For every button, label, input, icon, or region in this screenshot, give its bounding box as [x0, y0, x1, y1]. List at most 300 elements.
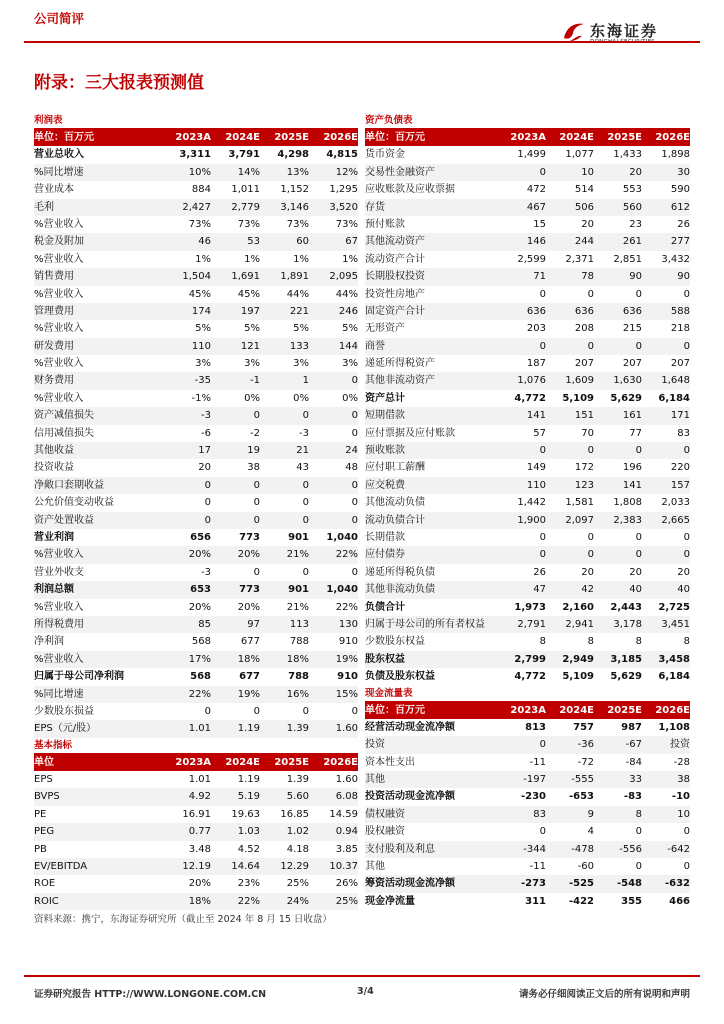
- cell-value: 0: [204, 514, 211, 526]
- row-label: 预付账款: [365, 218, 405, 230]
- cell-value: 0: [683, 288, 690, 300]
- cell-value: 2,371: [565, 253, 594, 265]
- row-label: EPS: [34, 774, 53, 786]
- cell-value: 3,458: [658, 653, 690, 665]
- cell-value: 0: [204, 705, 211, 717]
- cell-value: 220: [670, 462, 690, 474]
- cell-value: 901: [288, 531, 309, 543]
- cell-value: 636: [574, 305, 594, 317]
- cell-value: 1,040: [326, 584, 358, 596]
- cell-value: 677: [240, 636, 260, 648]
- cell-value: 6,184: [658, 671, 690, 683]
- cell-value: 0: [351, 427, 358, 439]
- cell-value: -556: [619, 843, 642, 855]
- cell-value: 0: [683, 861, 690, 873]
- cell-value: 2025E: [274, 132, 309, 143]
- cell-value: 2,665: [661, 514, 690, 526]
- cell-value: 85: [198, 618, 211, 630]
- cell-value: 0: [635, 288, 642, 300]
- cell-value: 466: [669, 895, 690, 907]
- cell-value: 2026E: [655, 132, 690, 143]
- table-row: [365, 581, 690, 598]
- cell-value: 90: [677, 271, 690, 283]
- cell-value: 1,152: [280, 184, 309, 196]
- cell-value: 0: [351, 497, 358, 509]
- table-header-row: [365, 129, 690, 146]
- cell-value: 1%: [342, 253, 358, 265]
- cell-value: 2,725: [658, 601, 690, 613]
- cell-value: 33: [629, 774, 642, 786]
- cell-value: 653: [190, 584, 211, 596]
- data-source-note: 资料来源：携宁，东海证券研究所（截止至 2024 年 8 月 15 日收盘）: [34, 914, 332, 925]
- cell-value: -197: [523, 774, 546, 786]
- cell-value: 1,295: [329, 184, 358, 196]
- table-row: [34, 823, 358, 840]
- cell-value: 3%: [293, 358, 309, 370]
- table-row: [365, 477, 690, 494]
- row-label: 资产减值损失: [34, 410, 94, 422]
- table-row: [34, 199, 358, 216]
- cell-value: 22%: [335, 549, 358, 561]
- cell-value: 130: [338, 618, 358, 630]
- table-row: [34, 425, 358, 442]
- table-row: [365, 251, 690, 268]
- cell-value: 20: [629, 566, 642, 578]
- row-label: 长期股权投资: [365, 271, 425, 283]
- table-row: [365, 893, 690, 910]
- table-row: [34, 788, 358, 805]
- cell-value: -525: [568, 878, 594, 890]
- cell-value: 40: [629, 584, 642, 596]
- cell-value: 0: [683, 826, 690, 838]
- cell-value: -632: [664, 878, 690, 890]
- cell-value: 1.60: [335, 723, 358, 735]
- table-row: [365, 806, 690, 823]
- cell-value: 277: [670, 236, 690, 248]
- cell-value: 0: [351, 375, 358, 387]
- cell-value: 22%: [335, 601, 358, 613]
- cell-value: 813: [525, 721, 546, 733]
- row-label: 资产总计: [365, 392, 405, 404]
- cell-value: 43: [296, 462, 309, 474]
- cell-value: 26: [677, 218, 690, 230]
- cell-value: 0%: [293, 392, 309, 404]
- row-label: 营业利润: [34, 531, 74, 543]
- cell-value: 10.37: [329, 861, 358, 873]
- row-label: 单位：百万元: [365, 132, 425, 143]
- cell-value: 1,011: [231, 184, 260, 196]
- cell-value: 0: [351, 514, 358, 526]
- row-label: %同比增速: [34, 688, 84, 700]
- cell-value: 0: [587, 340, 594, 352]
- cell-value: 2024E: [225, 756, 260, 768]
- cell-value: 0: [302, 497, 309, 509]
- table-row: [34, 771, 358, 788]
- table-row: [34, 858, 358, 875]
- row-label: 营业总收入: [34, 149, 84, 161]
- cell-value: 2023A: [510, 704, 546, 716]
- table-header-row: [34, 129, 358, 146]
- table-row: [34, 616, 358, 633]
- cell-value: 20%: [237, 549, 260, 561]
- cell-value: -555: [571, 774, 594, 786]
- cell-value: 4,772: [514, 392, 546, 404]
- table-row: [365, 512, 690, 529]
- row-label: 递延所得税资产: [365, 358, 435, 370]
- table-row: [34, 286, 358, 303]
- row-label: 单位：百万元: [365, 704, 425, 716]
- cell-value: 15%: [335, 688, 358, 700]
- cell-value: 2,427: [182, 201, 211, 213]
- cell-value: 19.63: [231, 808, 260, 820]
- cell-value: 2026E: [655, 704, 690, 716]
- cell-value: 0: [539, 288, 546, 300]
- cell-value: 23: [629, 218, 642, 230]
- cell-value: 19: [247, 445, 260, 457]
- cell-value: 2025E: [607, 704, 642, 716]
- cell-value: 1,648: [661, 375, 690, 387]
- cell-value: 5%: [342, 323, 358, 335]
- cell-value: 1,898: [661, 149, 690, 161]
- cell-value: 110: [191, 340, 211, 352]
- row-label: 单位：百万元: [34, 132, 94, 143]
- page-number: 3/4: [357, 986, 374, 997]
- cell-value: -653: [568, 791, 594, 803]
- cell-value: 244: [574, 236, 594, 248]
- row-label: 研发费用: [34, 340, 74, 352]
- row-label: 归属于母公司净利润: [34, 671, 124, 683]
- table-row: [365, 407, 690, 424]
- cell-value: 3,311: [179, 149, 211, 161]
- cell-value: 0.94: [335, 826, 358, 838]
- cell-value: 21%: [286, 601, 309, 613]
- cell-value: 157: [670, 479, 690, 491]
- cell-value: 2,949: [562, 653, 594, 665]
- cell-value: -344: [523, 843, 546, 855]
- table-row: [34, 390, 358, 407]
- cell-value: 1,076: [517, 375, 546, 387]
- cell-value: 1,499: [517, 149, 546, 161]
- cell-value: 2023A: [175, 132, 211, 143]
- row-label: 股东权益: [365, 653, 405, 665]
- cell-value: 1.03: [237, 826, 260, 838]
- cell-value: 4: [587, 826, 594, 838]
- cell-value: 16.85: [280, 808, 309, 820]
- cell-value: 3%: [195, 358, 211, 370]
- cell-value: -230: [520, 791, 546, 803]
- cell-value: 0: [253, 566, 260, 578]
- cell-value: 0: [683, 549, 690, 561]
- row-label: 税金及附加: [34, 236, 84, 248]
- cell-value: 44%: [286, 288, 309, 300]
- row-label: EPS（元/股）: [34, 723, 97, 735]
- cell-value: 773: [239, 584, 260, 596]
- cell-value: -3: [201, 566, 211, 578]
- row-label: 营业成本: [34, 184, 74, 196]
- header-divider: [24, 41, 700, 43]
- row-label: 单位: [34, 756, 54, 768]
- cell-value: 123: [574, 479, 594, 491]
- table-row: [365, 651, 690, 668]
- cell-value: -6: [201, 427, 211, 439]
- cell-value: 1,581: [565, 497, 594, 509]
- cell-value: 5,629: [610, 671, 642, 683]
- row-label: 交易性金融资产: [365, 166, 435, 178]
- table-row: [365, 425, 690, 442]
- cell-value: 121: [240, 340, 260, 352]
- row-label: 现金净流量: [365, 895, 415, 907]
- table-row: [34, 372, 358, 389]
- basic-indicators-title: 基本指标: [34, 738, 358, 754]
- cell-value: 15: [533, 218, 546, 230]
- cell-value: 884: [191, 184, 211, 196]
- cell-value: 0: [539, 166, 546, 178]
- cell-value: 60: [296, 236, 309, 248]
- row-label: 存货: [365, 201, 385, 213]
- cell-value: 14%: [237, 166, 260, 178]
- cell-value: 141: [622, 479, 642, 491]
- row-label: 固定资产合计: [365, 305, 425, 317]
- cell-value: 1.01: [188, 723, 211, 735]
- cell-value: -3: [201, 410, 211, 422]
- table-header-row: [365, 702, 690, 719]
- cell-value: 18%: [237, 653, 260, 665]
- cell-value: 90: [629, 271, 642, 283]
- cell-value: 355: [621, 895, 642, 907]
- cell-value: 0: [351, 410, 358, 422]
- cell-value: 4,298: [277, 149, 309, 161]
- cell-value: 2025E: [607, 132, 642, 143]
- cell-value: 0: [253, 705, 260, 717]
- cell-value: 4.52: [237, 843, 260, 855]
- row-label: ROE: [34, 878, 56, 890]
- cell-value: 2025E: [274, 756, 309, 768]
- table-row: [365, 390, 690, 407]
- cell-value: 0: [253, 497, 260, 509]
- cell-value: -2: [250, 427, 260, 439]
- cell-value: 20%: [188, 601, 211, 613]
- cell-value: 10: [581, 166, 594, 178]
- cell-value: 133: [289, 340, 309, 352]
- cell-value: 171: [670, 410, 690, 422]
- cell-value: -10: [671, 791, 690, 803]
- cell-value: 5%: [293, 323, 309, 335]
- table-row: [365, 164, 690, 181]
- row-label: PB: [34, 843, 47, 855]
- row-label: 债权融资: [365, 808, 405, 820]
- cell-value: 0: [302, 705, 309, 717]
- cell-value: 2,799: [514, 653, 546, 665]
- cell-value: 21%: [286, 549, 309, 561]
- cell-value: 20%: [188, 878, 211, 890]
- cell-value: 0: [539, 445, 546, 457]
- cell-value: 3,791: [228, 149, 260, 161]
- cell-value: 0: [204, 479, 211, 491]
- cell-value: 1,973: [514, 601, 546, 613]
- cell-value: 1.19: [237, 723, 260, 735]
- table-row: [365, 633, 690, 650]
- table-row: [34, 841, 358, 858]
- cell-value: 0%: [244, 392, 260, 404]
- cell-value: 4,772: [514, 671, 546, 683]
- cell-value: 788: [288, 671, 309, 683]
- cell-value: 0: [587, 531, 594, 543]
- cell-value: 1.60: [335, 774, 358, 786]
- cell-value: 83: [533, 808, 546, 820]
- cell-value: 14.59: [329, 808, 358, 820]
- balance-sheet-table: [365, 129, 690, 686]
- cell-value: 2026E: [323, 756, 358, 768]
- table-row: [34, 686, 358, 703]
- cell-value: 1,040: [326, 531, 358, 543]
- page-title: 附录：三大报表预测值: [34, 73, 204, 93]
- cell-value: 910: [337, 671, 358, 683]
- table-row: [34, 703, 358, 720]
- cell-value: 0: [635, 531, 642, 543]
- row-label: 信用减值损失: [34, 427, 94, 439]
- cell-value: 5,629: [610, 392, 642, 404]
- cell-value: -422: [568, 895, 594, 907]
- income-statement-title: 利润表: [34, 113, 358, 129]
- cell-value: 207: [574, 358, 594, 370]
- table-row: [34, 806, 358, 823]
- cell-value: 207: [622, 358, 642, 370]
- cell-value: 612: [670, 201, 690, 213]
- cell-value: 0: [587, 288, 594, 300]
- row-label: 投资收益: [34, 462, 74, 474]
- cell-value: 0: [351, 705, 358, 717]
- cell-value: 261: [622, 236, 642, 248]
- cell-value: 67: [345, 236, 358, 248]
- cell-value: 25%: [335, 895, 358, 907]
- cell-value: 0: [635, 861, 642, 873]
- table-row: [365, 858, 690, 875]
- row-label: 投资: [365, 739, 385, 751]
- cell-value: 45%: [237, 288, 260, 300]
- footer-disclaimer: 请务必仔细阅读正文后的所有说明和声明: [518, 989, 690, 1000]
- table-row: [365, 199, 690, 216]
- cell-value: 0: [635, 340, 642, 352]
- cell-value: 38: [247, 462, 260, 474]
- row-label: 递延所得税负债: [365, 566, 435, 578]
- cell-value: 0: [539, 531, 546, 543]
- cell-value: -1%: [191, 392, 211, 404]
- cell-value: -642: [667, 843, 690, 855]
- cell-value: 73%: [335, 218, 358, 230]
- cell-value: 0: [587, 549, 594, 561]
- cell-value: 1,108: [658, 721, 690, 733]
- row-label: 其他流动资产: [365, 236, 425, 248]
- row-label: 无形资产: [365, 323, 405, 335]
- cell-value: 149: [526, 462, 546, 474]
- row-label: 经营活动现金流净额: [365, 721, 455, 733]
- table-row: [365, 303, 690, 320]
- cell-value: 5%: [244, 323, 260, 335]
- cell-value: 2,851: [613, 253, 642, 265]
- row-label: 负债合计: [365, 601, 405, 613]
- cell-value: 196: [622, 462, 642, 474]
- cell-value: 553: [622, 184, 642, 196]
- cell-value: 0: [204, 497, 211, 509]
- row-label: 应收账款及应收票据: [365, 184, 455, 196]
- cell-value: 3%: [244, 358, 260, 370]
- row-label: %营业收入: [34, 653, 84, 665]
- table-row: [34, 494, 358, 511]
- row-label: 应付债券: [365, 549, 405, 561]
- cell-value: 1: [302, 375, 309, 387]
- cell-value: 215: [622, 323, 642, 335]
- cell-value: 8: [635, 636, 642, 648]
- table-row: [34, 442, 358, 459]
- cell-value: 1,433: [613, 149, 642, 161]
- cell-value: 19%: [237, 688, 260, 700]
- cell-value: 3,146: [280, 201, 309, 213]
- cell-value: 2023A: [175, 756, 211, 768]
- table-row: [365, 616, 690, 633]
- cell-value: 5.60: [286, 791, 309, 803]
- cell-value: -35: [194, 375, 211, 387]
- table-row: [34, 875, 358, 892]
- report-type-tag: 公司简评: [34, 11, 85, 26]
- table-row: [34, 355, 358, 372]
- table-row: [365, 719, 690, 736]
- cell-value: 23%: [237, 878, 260, 890]
- cell-value: 8: [539, 636, 546, 648]
- table-row: [34, 893, 358, 910]
- cell-value: 4.18: [286, 843, 309, 855]
- cell-value: 568: [190, 671, 211, 683]
- cell-value: 3,520: [329, 201, 358, 213]
- cell-value: 757: [573, 721, 594, 733]
- cell-value: 3.48: [188, 843, 211, 855]
- row-label: 其他非流动资产: [365, 375, 435, 387]
- cell-value: 197: [240, 305, 260, 317]
- cell-value: 44%: [335, 288, 358, 300]
- table-row: [34, 599, 358, 616]
- row-label: %营业收入: [34, 323, 84, 335]
- cell-value: 1.39: [286, 723, 309, 735]
- table-row: [365, 788, 690, 805]
- cell-value: 17: [198, 445, 211, 457]
- cell-value: 246: [338, 305, 358, 317]
- cell-value: 0: [539, 739, 546, 751]
- row-label: 支付股利及利息: [365, 843, 435, 855]
- table-row: [34, 164, 358, 181]
- cell-value: 514: [574, 184, 594, 196]
- row-label: 管理费用: [34, 305, 74, 317]
- cell-value: 18%: [286, 653, 309, 665]
- cell-value: 6,184: [658, 392, 690, 404]
- cell-value: 560: [622, 201, 642, 213]
- cell-value: 2,095: [329, 271, 358, 283]
- cell-value: 26: [533, 566, 546, 578]
- cell-value: 2026E: [323, 132, 358, 143]
- cell-value: 0: [539, 549, 546, 561]
- cell-value: 20: [581, 566, 594, 578]
- cell-value: 1,630: [613, 375, 642, 387]
- cell-value: -83: [623, 791, 642, 803]
- cell-value: -72: [577, 756, 594, 768]
- table-row: [34, 512, 358, 529]
- cell-value: 0: [351, 566, 358, 578]
- cell-value: 3,178: [613, 618, 642, 630]
- cell-value: 48: [345, 462, 358, 474]
- row-label: 应付职工薪酬: [365, 462, 425, 474]
- cell-value: 25%: [286, 878, 309, 890]
- footer-website: 证券研究报告 HTTP://WWW.LONGONE.COM.CN: [34, 989, 267, 1000]
- table-row: [34, 268, 358, 285]
- cell-value: 0: [539, 340, 546, 352]
